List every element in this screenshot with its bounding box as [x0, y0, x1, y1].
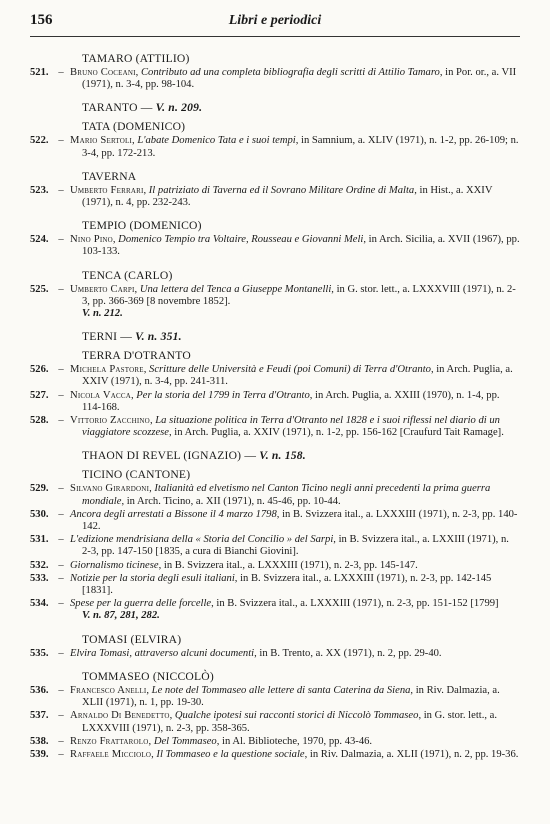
heading-text: TOMMASEO (NICCOLÒ): [82, 669, 214, 683]
bibliography-entry: [30, 284, 520, 321]
bibliography-entry: [30, 534, 520, 558]
entry-author: Bruno Coceani: [70, 67, 136, 78]
running-title: Libri e periodici: [228, 13, 322, 28]
section-gap: [30, 761, 520, 766]
entry-number: 532.: [30, 559, 49, 571]
bibliography-entry: [30, 648, 520, 660]
bibliography-entry: [30, 710, 520, 734]
entry-citation: , in Samnium, a. XLIV (1971), n. 1-2, pp. 26-109; n. 3-4, pp. 172-213.: [82, 135, 519, 159]
entry-author: Francesco Anelli: [70, 684, 147, 696]
section-heading: [82, 330, 520, 344]
entry-author: Vittorio Zacchino: [70, 415, 150, 427]
entry-text: [70, 648, 520, 660]
entry-dash: –: [58, 364, 64, 376]
entry-dash: –: [58, 415, 64, 427]
entry-title: Italianità ed elvetismo nel Canton Ticino negli anni precedenti la prima guerra mondiale: [82, 483, 491, 507]
entry-text: Michela Pastore, Scritture delle Università e Feudi (poi Comuni) di Terra d'Otranto, in Arch. Puglia, a. XXIV (1971), n. 3-4, pp. 241-311.: [70, 364, 513, 388]
heading-text: TERNI —: [82, 330, 133, 344]
entry-author: Mario Sertoli: [70, 135, 133, 147]
section-heading: [82, 120, 520, 134]
entry-citation: , in Riv. Dalmazia, a. XLII (1971), n. 1, pp. 19-30.: [82, 684, 500, 709]
entry-citation: , in Arch. Sicilia, a. XVII (1967), pp. 103-133.: [82, 234, 520, 258]
entry-dash: –: [58, 735, 64, 747]
entry-number: 523.: [30, 184, 49, 196]
bibliography-entry: [30, 573, 520, 597]
entry-title: Spese per la guerra delle forcelle: [70, 598, 212, 610]
entry-number: 534.: [30, 598, 49, 610]
entry-citation: , in Por. or., a. VII (1971), n. 3-4, pp. 98-104.: [82, 67, 517, 91]
entry-text: [70, 598, 520, 622]
entry-title: Per la storia del 1799 in Terra d'Otranto: [136, 389, 310, 401]
entry-number: 536.: [30, 684, 49, 696]
entry-title: L'abate Domenico Tata e i suoi tempi: [137, 135, 296, 147]
page-header: [30, 14, 520, 37]
heading-text: TARANTO —: [82, 101, 153, 115]
entry-dash: –: [58, 534, 64, 546]
heading-text: TATA (DOMENICO): [82, 120, 186, 134]
entry-title: Contributo ad una completa bibliografia degli scritti di Attilio Tamaro: [140, 67, 440, 78]
entry-dash: –: [58, 135, 64, 147]
entry-number: 535.: [30, 647, 49, 659]
entry-citation: , in B. Svizzera ital., a. LXXXIII (1971), n. 2-3, pp. 140-142.: [82, 508, 518, 533]
bibliography-entry: [30, 509, 520, 533]
entry-text: Arnaldo Di Benedetto, Qualche ipotesi sui racconti storici di Niccolò Tommaseo, in G. stor. lett., a. LXXXVIII (1971), n. 2-3, pp. 358-365.: [70, 710, 498, 734]
entry-number: 522.: [30, 135, 49, 147]
entry-text: [70, 573, 520, 597]
entry-dash: –: [58, 572, 64, 584]
entry-citation: , in B. Svizzera ital., a. LXXXIII (1971), n. 2-3, pp. 145-147.: [158, 559, 418, 571]
entry-title: Notizie per la storia degli esuli italiani: [70, 572, 235, 584]
bibliography-entry: [30, 749, 520, 761]
section-heading: [82, 468, 520, 482]
entry-dash: –: [58, 748, 64, 760]
entry-number: 539.: [30, 748, 49, 760]
entry-text: [70, 509, 520, 533]
heading-text: TOMASI (ELVIRA): [82, 632, 182, 646]
entry-number: 527.: [30, 389, 49, 401]
entry-author: Silvano Girardoni: [70, 483, 150, 495]
entry-citation: , in G. stor. lett., a. LXXXVIII (1971), n. 2-3, pp. 358-365.: [82, 710, 498, 734]
entry-number: 528.: [30, 415, 49, 427]
entry-text: [70, 560, 520, 572]
section-gap: [30, 439, 520, 444]
heading-text: TICINO (CANTONE): [82, 468, 191, 482]
entry-title: Qualche ipotesi sui racconti storici di Niccolò Tommaseo: [174, 710, 419, 722]
heading-text: TAVERNA: [82, 169, 137, 183]
entry-number: 537.: [30, 710, 49, 722]
entry-title: Domenico Tempio tra Voltaire, Rousseau e Giovanni Meli: [118, 234, 364, 246]
entry-text: Umberto Ferrari, Il patriziato di Taverna ed il Sovrano Militare Ordine di Malta, in Hist., a. XXIV (1971), n. 4, pp. 232-243.: [70, 184, 493, 209]
entry-dash: –: [58, 283, 64, 295]
bibliography-entry: [30, 483, 520, 507]
entry-author: Nino Pino: [70, 234, 113, 246]
entry-title: Una lettera del Tenca a Giuseppe Montanelli: [139, 283, 332, 295]
entry-number: 526.: [30, 364, 49, 376]
entry-dash: –: [58, 483, 64, 495]
entry-dash: –: [58, 234, 64, 246]
bibliography-entry: [30, 685, 520, 709]
entry-dash: –: [58, 684, 64, 696]
entry-citation: , in Arch. Puglia, a. XXIV (1971), n. 3-4, pp. 241-311.: [82, 364, 513, 388]
section-gap: [30, 320, 520, 325]
entry-number: 524.: [30, 234, 49, 246]
entry-author: Nicola Vacca: [70, 389, 131, 401]
cross-reference: V. n. 351.: [135, 330, 182, 344]
entry-number: 525.: [30, 283, 49, 295]
entry-author: Arnaldo Di Benedetto: [70, 710, 170, 722]
entry-number: 538.: [30, 735, 49, 747]
entry-dash: –: [58, 67, 64, 78]
entry-text: Vittorio Zacchino, La situazione politica in Terra d'Otranto nel 1828 e i suoi riflessi nel diario di un viaggiatore scozzese, in Arch. Puglia, a. XXIV (1971), n. 1-2, pp. 156-162 [Craufurd Tait Ramage].: [70, 415, 504, 439]
section-heading: [82, 670, 520, 684]
section-heading: [82, 269, 520, 283]
section-heading: [82, 219, 520, 233]
section-heading: [82, 170, 520, 184]
bibliography-entry: [30, 234, 520, 258]
entry-author: Umberto Ferrari: [70, 184, 144, 196]
entry-citation: , in B. Svizzera ital., a. LXXIII (1971), n. 2-3, pp. 147-150 [1835, a cura di Bianchi Giovini].: [82, 534, 509, 558]
bibliography-entry: [30, 415, 520, 439]
entry-dash: –: [58, 598, 64, 610]
entry-title: Del Tommaseo: [153, 735, 217, 747]
entry-title: Il Tommaseo e la questione sociale: [156, 748, 305, 760]
cross-reference: V. n. 158.: [259, 449, 306, 463]
section-heading: [82, 633, 520, 647]
section-gap: [30, 259, 520, 264]
entry-dash: –: [58, 647, 64, 659]
entry-title: Le note del Tommaseo alle lettere di santa Caterina da Siena: [151, 684, 411, 696]
entry-citation: , in Arch. Puglia, a. XXIV (1971), n. 1-2, pp. 156-162 [Craufurd Tait Ramage].: [169, 427, 504, 439]
entry-citation: , in Al. Biblioteche, 1970, pp. 43-46.: [216, 735, 373, 747]
cross-reference: V. n. 209.: [155, 101, 203, 115]
entry-citation: , in Arch. Ticino, a. XII (1971), n. 45-46, pp. 10-44.: [121, 495, 341, 507]
entry-number: 533.: [30, 572, 49, 584]
entry-cross-reference: V. n. 87, 281, 282.: [82, 610, 160, 622]
heading-text: TERRA D'OTRANTO: [82, 349, 191, 363]
entry-title: Ancora degli arrestati a Bissone il 4 marzo 1798: [70, 508, 277, 520]
entry-title: L'edizione mendrisiana della « Storia del Concilio » del Sarpi: [70, 534, 334, 546]
heading-text: THAON DI REVEL (IGNAZIO) —: [82, 449, 257, 463]
heading-text: TENCA (CARLO): [82, 268, 173, 282]
entry-dash: –: [58, 559, 64, 571]
entry-author: Raffaele Micciolo: [70, 748, 152, 760]
entry-dash: –: [58, 710, 64, 722]
entry-citation: , in Hist., a. XXIV (1971), n. 4, pp. 232-243.: [82, 184, 493, 209]
heading-text: TEMPIO (DOMENICO): [82, 219, 202, 233]
section-gap: [30, 160, 520, 165]
section-heading: [82, 349, 520, 363]
page-number: 156: [30, 12, 53, 28]
entry-text: Renzo Frattarolo, Del Tommaseo, in Al. Biblioteche, 1970, pp. 43-46.: [70, 735, 373, 747]
entry-text: Silvano Girardoni, Italianità ed elvetismo nel Canton Ticino negli anni precedenti la prima guerra mondiale, in Arch. Ticino, a. XII (1971), n. 45-46, pp. 10-44.: [70, 483, 491, 507]
entry-text: [70, 534, 520, 558]
entry-author: Umberto Carpi: [70, 283, 135, 295]
bibliography-entry: [30, 67, 520, 91]
bibliography-entry: [30, 185, 520, 209]
entry-text: Nino Pino, Domenico Tempio tra Voltaire, Rousseau e Giovanni Meli, in Arch. Sicilia, a. XVII (1967), pp. 103-133.: [70, 234, 520, 258]
entry-text: Francesco Anelli, Le note del Tommaseo alle lettere di santa Caterina da Siena, in Riv. Dalmazia, a. XLII (1971), n. 1, pp. 19-30.: [70, 684, 500, 709]
bibliography-entry: [30, 736, 520, 748]
bibliography-entry: [30, 598, 520, 622]
entry-citation: , in G. stor. lett., a. LXXXVIII (1971), n. 2-3, pp. 366-369 [8 novembre 1852].: [82, 283, 516, 307]
section-gap: [30, 623, 520, 628]
entry-cross-reference: V. n. 212.: [82, 308, 123, 320]
entry-citation: , in B. Svizzera ital., a. LXXXIII (1971), n. 2-3, pp. 151-152 [1799]: [211, 598, 499, 610]
entry-title: Il patriziato di Taverna ed il Sovrano Militare Ordine di Malta: [148, 184, 415, 196]
section-gap: [30, 660, 520, 665]
entry-number: 531.: [30, 534, 49, 546]
entry-text: Bruno Coceani, Contributo ad una completa bibliografia degli scritti di Attilio Tamaro, in Por. or., a. VII (1971), n. 3-4, pp. 98-104.: [70, 67, 517, 91]
heading-text: TAMARO (ATTILIO): [82, 52, 190, 65]
section-heading: [82, 52, 520, 66]
section-heading: [82, 449, 520, 463]
entry-citation: , in B. Svizzera ital., a. LXXXIII (1971), n. 2-3, pp. 142-145 [1831].: [82, 572, 492, 597]
bibliography-entry: [30, 135, 520, 159]
bibliography-list: [30, 37, 520, 766]
entry-number: 521.: [30, 67, 49, 78]
entry-citation: , in B. Trento, a. XX (1971), n. 2, pp. 29-40.: [254, 647, 442, 659]
entry-text: Mario Sertoli, L'abate Domenico Tata e i suoi tempi, in Samnium, a. XLIV (1971), n. 1-2, pp. 26-109; n. 3-4, pp. 172-213.: [70, 135, 519, 159]
entry-dash: –: [58, 508, 64, 520]
bibliography-entry: [30, 390, 520, 414]
entry-dash: –: [58, 184, 64, 196]
entry-dash: –: [58, 389, 64, 401]
entry-text: Raffaele Micciolo, Il Tommaseo e la questione sociale, in Riv. Dalmazia, a. XLII (1971), n. 2, pp. 19-36.: [70, 748, 519, 760]
entry-number: 530.: [30, 508, 49, 520]
entry-title: La situazione politica in Terra d'Otranto nel 1828 e i suoi riflessi nel diario di un viaggiatore scozzese: [82, 415, 500, 439]
entry-number: 529.: [30, 483, 49, 495]
entry-citation: , in Arch. Puglia, a. XXIII (1970), n. 1-4, pp. 114-168.: [82, 389, 500, 413]
entry-title: Giornalismo ticinese: [70, 559, 159, 571]
entry-text: Umberto Carpi, Una lettera del Tenca a Giuseppe Montanelli, in G. stor. lett., a. LXXXVIII (1971), n. 2-3, pp. 366-369 [8 novembre 1852]. V. n. 212.: [70, 283, 516, 320]
entry-author: Renzo Frattarolo: [70, 735, 149, 747]
entry-title: Elvira Tomasi, attraverso alcuni documenti: [70, 647, 255, 659]
section-gap: [30, 209, 520, 214]
bibliography-entry: [30, 364, 520, 388]
section-gap: [30, 91, 520, 96]
entry-title: Scritture delle Università e Feudi (poi Comuni) di Terra d'Otranto: [149, 364, 431, 376]
section-heading: [82, 101, 520, 115]
entry-text: Nicola Vacca, Per la storia del 1799 in Terra d'Otranto, in Arch. Puglia, a. XXIII (1970), n. 1-4, pp. 114-168.: [70, 389, 500, 413]
bibliography-entry: [30, 560, 520, 572]
entry-citation: , in Riv. Dalmazia, a. XLII (1971), n. 2, pp. 19-36.: [304, 748, 519, 760]
entry-author: Michela Pastore: [70, 364, 144, 376]
